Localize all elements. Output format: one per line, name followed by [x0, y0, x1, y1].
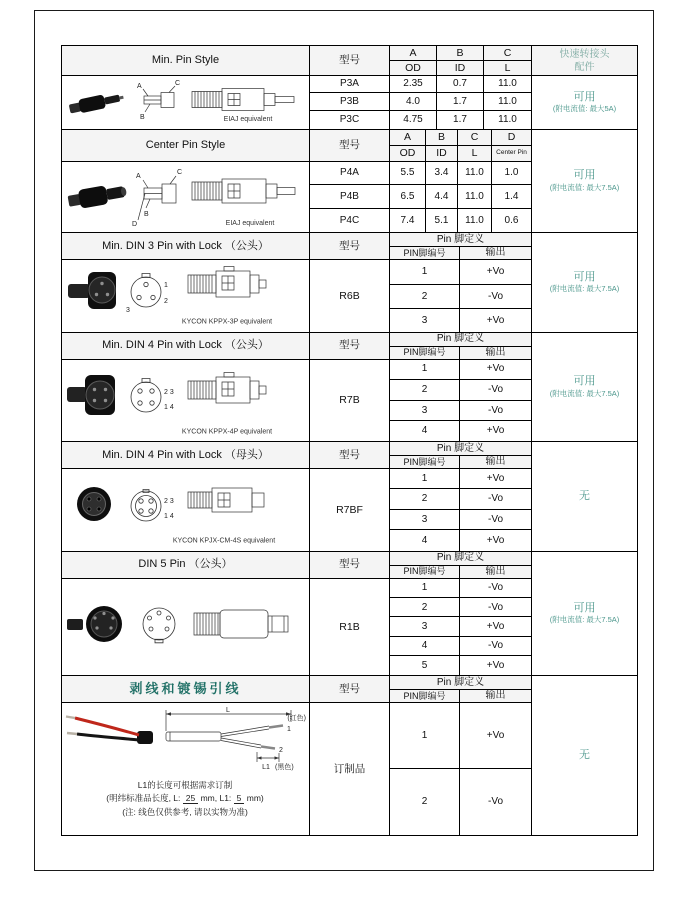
pin-no-cell: 2 — [390, 379, 460, 400]
lead1-label: 1 — [287, 725, 291, 733]
pin-def-header-cell: Pin 脚定义 — [390, 676, 532, 690]
face-pin-label: 1 — [163, 282, 168, 289]
value-cell: 11.0 — [484, 93, 532, 110]
note-text: mm) — [244, 793, 264, 804]
figure-cell — [62, 359, 310, 442]
accessory-cell — [532, 332, 638, 442]
section-title: Min. DIN 4 Pin with Lock （公头） — [62, 332, 310, 359]
model-cell: R6B — [310, 260, 390, 333]
din4-figure — [64, 361, 308, 437]
model-header-cell: 型号 — [310, 442, 390, 469]
pin-output-cell: -Vo — [460, 510, 532, 530]
figure-cell — [62, 578, 310, 676]
pin-face-drawing — [131, 274, 161, 308]
pin-no-header-cell: PIN脚编号 — [390, 247, 460, 260]
value-cell: 3.4 — [426, 161, 458, 185]
model-cell: P4A — [310, 161, 390, 185]
section-title: Min. DIN 3 Pin with Lock （公头） — [62, 233, 310, 260]
pin-no-header-cell: PIN脚编号 — [390, 456, 460, 469]
section-stripped-tinned-wire — [61, 675, 638, 836]
accessory-note: (附电流值: 最大7.5A) — [549, 284, 620, 294]
figure-cell — [62, 469, 310, 552]
value-cell: 4.4 — [426, 185, 458, 209]
black-wire-label: (黑色) — [275, 763, 294, 771]
figure-cell — [62, 76, 310, 130]
wire-drawing-svg — [63, 705, 307, 773]
pin-output-cell: +Vo — [460, 617, 532, 637]
face-pin-label: 2 3 — [163, 388, 174, 396]
pin-no-header-cell: PIN脚编号 — [390, 565, 460, 578]
value-cell: 2.35 — [390, 76, 437, 93]
pin-no-header-cell: PIN脚编号 — [390, 690, 460, 703]
model-cell: P4B — [310, 185, 390, 209]
eiaj-equivalent-caption: EIAJ equivalent — [225, 219, 274, 227]
value-cell: 5.5 — [390, 161, 426, 185]
col-header-cell: D — [492, 129, 532, 145]
dim-b-label: B — [143, 210, 149, 218]
pin-output-cell: -Vo — [460, 598, 532, 617]
model-cell: P3C — [310, 110, 390, 129]
pin-output-cell: -Vo — [460, 769, 532, 836]
dim-d-label: D — [131, 220, 137, 228]
model-header-cell: 型号 — [310, 332, 390, 359]
pin-output-cell: +Vo — [460, 530, 532, 551]
accessory-status: 无 — [579, 489, 591, 502]
pin-no-cell: 5 — [390, 656, 460, 676]
col-header-cell: B — [426, 129, 458, 145]
value-cell: 0.6 — [492, 209, 532, 233]
din-plug-photo — [67, 375, 115, 415]
pin-face-drawing — [143, 608, 175, 643]
accessory-header-cell — [532, 46, 638, 76]
value-cell: 4.75 — [390, 110, 437, 129]
model-header-cell: 型号 — [310, 676, 390, 703]
wire-photo — [66, 716, 153, 744]
pin-output-cell: -Vo — [460, 489, 532, 510]
pin-def-header-cell: Pin 脚定义 — [390, 442, 532, 456]
pin-no-cell: 3 — [390, 400, 460, 420]
wire-note-color: (注: 线色仅供参考, 请以实物为准) — [122, 807, 248, 818]
value-cell: 6.5 — [390, 185, 426, 209]
model-cell: R1B — [310, 578, 390, 676]
kycon-equivalent-caption: KYCON KPJX-CM-4S equivalent — [172, 537, 275, 545]
section-title: 剥线和镀锡引线 — [62, 676, 310, 703]
pin-output-cell: -Vo — [460, 379, 532, 400]
wire-dimension-drawing — [166, 710, 291, 748]
value-cell: 11.0 — [458, 161, 492, 185]
value-cell: 1.7 — [437, 93, 484, 110]
pin-no-header-cell: PIN脚编号 — [390, 346, 460, 359]
accessory-header-line2: 配件 — [574, 61, 595, 73]
output-header-cell: 输出 — [460, 690, 532, 703]
pin-no-cell: 4 — [390, 637, 460, 656]
value-cell: 11.0 — [458, 209, 492, 233]
accessory-status: 无 — [579, 749, 591, 762]
subcol-header-cell: L — [458, 145, 492, 161]
wire-note-standard — [63, 794, 307, 804]
accessory-status: 可用 — [573, 90, 596, 103]
output-header-cell: 输出 — [460, 346, 532, 359]
model-header-cell: 型号 — [310, 551, 390, 578]
accessory-cell — [532, 676, 638, 836]
din-plug-photo — [67, 606, 122, 642]
section-title: Min. Pin Style — [62, 46, 310, 76]
pin-no-cell: 1 — [390, 578, 460, 598]
length-l1-value: 5 — [234, 793, 245, 804]
section-title: DIN 5 Pin （公头） — [62, 551, 310, 578]
pin-def-header-cell: Pin 脚定义 — [390, 551, 532, 565]
accessory-status: 可用 — [573, 270, 596, 283]
mating-connector-drawing — [192, 89, 294, 111]
value-cell: 0.7 — [437, 76, 484, 93]
din-socket-photo — [77, 487, 111, 521]
dim-b-label: B — [139, 114, 145, 121]
pin-no-cell: 3 — [390, 510, 460, 530]
figure-cell — [62, 703, 310, 836]
face-pin-label: 1 4 — [163, 513, 174, 520]
min-pin-figure — [64, 77, 308, 124]
model-cell: P3A — [310, 76, 390, 93]
accessory-cell — [532, 129, 638, 233]
value-cell: 1.4 — [492, 185, 532, 209]
dim-a-label: A — [136, 83, 142, 90]
value-cell: 5.1 — [426, 209, 458, 233]
model-cell: P3B — [310, 93, 390, 110]
value-cell: 11.0 — [484, 76, 532, 93]
accessory-status: 可用 — [573, 375, 596, 388]
accessory-cell — [532, 551, 638, 676]
accessory-note: (附电流值: 最大7.5A) — [549, 615, 620, 625]
connector-spec-table — [61, 45, 637, 836]
section-din3-male — [61, 232, 638, 333]
dim-a-label: A — [135, 172, 141, 180]
mating-connector-drawing — [192, 179, 295, 203]
output-header-cell: 输出 — [460, 565, 532, 578]
model-header-cell: 型号 — [310, 46, 390, 76]
section-din4-male — [61, 332, 638, 443]
model-cell: R7BF — [310, 469, 390, 552]
mating-connector-drawing — [188, 488, 264, 512]
mating-connector-drawing — [188, 267, 266, 298]
pin-output-cell: +Vo — [460, 260, 532, 285]
length-l-value: 25 — [183, 793, 198, 804]
value-cell: 11.0 — [484, 110, 532, 129]
model-cell: R7B — [310, 359, 390, 442]
pin-def-header-cell: Pin 脚定义 — [390, 332, 532, 346]
pin-face-drawing — [131, 378, 161, 412]
section-title: Min. DIN 4 Pin with Lock （母头） — [62, 442, 310, 469]
pin-no-cell: 1 — [390, 703, 460, 769]
output-header-cell: 输出 — [460, 456, 532, 469]
value-cell: 1.0 — [492, 161, 532, 185]
wire-figure — [63, 705, 307, 834]
pin-face-drawing — [131, 490, 161, 522]
subcol-header-cell: OD — [390, 145, 426, 161]
value-cell: 4.0 — [390, 93, 437, 110]
pin-output-cell: -Vo — [460, 637, 532, 656]
pin-no-cell: 1 — [390, 469, 460, 489]
dim-c-label: C — [174, 80, 180, 87]
model-header-cell: 型号 — [310, 233, 390, 260]
note-text: mm, L1: — [198, 793, 234, 804]
accessory-cell — [532, 442, 638, 552]
pin-output-cell: -Vo — [460, 578, 532, 598]
subcol-header-cell: OD — [390, 61, 437, 76]
pin-output-cell: +Vo — [460, 656, 532, 676]
value-cell: 1.7 — [437, 110, 484, 129]
pin-no-cell: 4 — [390, 420, 460, 441]
section-din4-female — [61, 441, 638, 552]
pin-output-cell: -Vo — [460, 284, 532, 309]
accessory-cell — [532, 233, 638, 333]
din5-figure — [64, 580, 308, 671]
figure-cell — [62, 161, 310, 233]
value-cell: 7.4 — [390, 209, 426, 233]
eiaj-equivalent-caption: EIAJ equivalent — [223, 116, 272, 123]
accessory-header-line1: 快速转接头 — [559, 48, 610, 60]
center-pin-figure — [64, 163, 308, 228]
col-header-cell: A — [390, 129, 426, 145]
accessory-note: (附电流值: 最大7.5A) — [549, 182, 620, 192]
tinned-tip — [261, 746, 275, 748]
pin-no-cell: 2 — [390, 284, 460, 309]
plug-dimension-drawing — [143, 86, 175, 112]
accessory-note: (附电流值: 最大5A) — [552, 104, 617, 114]
barrel-plug-photo — [68, 90, 125, 115]
pin-no-cell: 2 — [390, 489, 460, 510]
din-plug-photo — [68, 272, 116, 309]
pin-output-cell: +Vo — [460, 703, 532, 769]
figure-cell — [62, 260, 310, 333]
barrel-plug-photo — [66, 181, 127, 210]
lead2-label: 2 — [279, 746, 283, 754]
accessory-status: 可用 — [573, 601, 596, 614]
pin-output-cell: +Vo — [460, 469, 532, 489]
pin-no-cell: 3 — [390, 617, 460, 637]
subcol-header-cell: L — [484, 61, 532, 76]
mating-connector-drawing — [194, 610, 288, 638]
note-text: (明纬标准品长度, L: — [106, 793, 183, 804]
section-din5-male — [61, 551, 638, 677]
section-center-pin-style — [61, 129, 638, 234]
wire-note-custom: L1的长度可根据需求订制 — [137, 779, 233, 790]
model-cell: P4C — [310, 209, 390, 233]
dim-c-label: C — [176, 168, 182, 176]
pin-no-cell: 1 — [390, 359, 460, 379]
model-cell: 订制品 — [310, 703, 390, 836]
pin-output-cell: +Vo — [460, 359, 532, 379]
col-header-cell: C — [484, 46, 532, 61]
red-wire-label: (红色) — [287, 714, 306, 722]
pin-def-header-cell: Pin 脚定义 — [390, 233, 532, 247]
value-cell: 11.0 — [458, 185, 492, 209]
pin-no-cell: 2 — [390, 598, 460, 617]
subcol-header-cell: ID — [426, 145, 458, 161]
col-header-cell: C — [458, 129, 492, 145]
pin-output-cell: -Vo — [460, 400, 532, 420]
face-pin-label: 1 4 — [163, 403, 174, 411]
accessory-note: (附电流值: 最大7.5A) — [549, 388, 620, 398]
kycon-equivalent-caption: KYCON KPPX-3P equivalent — [181, 318, 272, 326]
pin-output-cell: +Vo — [460, 420, 532, 441]
kycon-equivalent-caption: KYCON KPPX-4P equivalent — [181, 428, 272, 435]
din3-figure — [64, 261, 308, 327]
accessory-cell — [532, 76, 638, 130]
section-min-pin-style — [61, 45, 638, 130]
pin-no-cell: 4 — [390, 530, 460, 551]
pin-output-cell: +Vo — [460, 309, 532, 332]
model-header-cell: 型号 — [310, 129, 390, 161]
pin-no-cell: 1 — [390, 260, 460, 285]
mating-connector-drawing — [188, 372, 266, 403]
tinned-tip — [269, 725, 283, 727]
subcol-header-cell: Center Pin — [492, 145, 532, 161]
wire-notes — [63, 777, 307, 818]
pin-no-cell: 3 — [390, 309, 460, 332]
dim-l1-label: L1 — [262, 763, 270, 771]
face-pin-label: 2 3 — [163, 498, 174, 505]
accessory-status: 可用 — [573, 169, 596, 182]
din4-female-figure — [64, 470, 308, 546]
face-pin-label: 2 — [163, 298, 168, 305]
dim-l-label: L — [226, 706, 230, 714]
section-title: Center Pin Style — [62, 129, 310, 161]
face-pin-label: 3 — [125, 307, 130, 314]
l1-dimension — [257, 752, 279, 762]
pin-no-cell: 2 — [390, 769, 460, 836]
col-header-cell: A — [390, 46, 437, 61]
col-header-cell: B — [437, 46, 484, 61]
output-header-cell: 输出 — [460, 247, 532, 260]
subcol-header-cell: ID — [437, 61, 484, 76]
